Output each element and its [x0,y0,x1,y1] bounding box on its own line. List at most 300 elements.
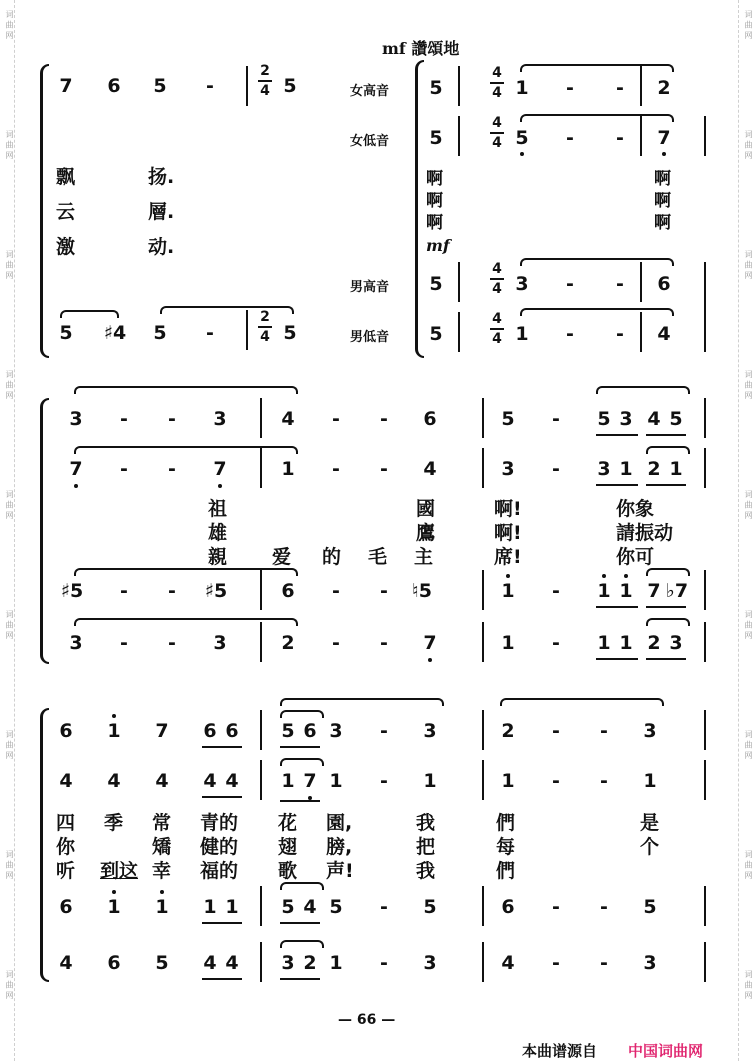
note: 5 [429,323,443,345]
note: 1 [107,720,121,742]
note: 1 [281,770,295,792]
part-label-soprano: 女高音 [350,84,390,99]
high-octave-dot [160,890,164,894]
note: 5 [423,896,437,918]
side-watermark: 词 曲 网 [5,850,14,880]
slur [74,568,298,576]
part-label-alto: 女低音 [350,134,390,149]
barline [482,760,484,800]
note: 5 [281,896,295,918]
note: 5 [643,896,657,918]
lyric: 青的 [200,812,239,834]
note: 4 [281,408,295,430]
note: 5 [597,408,611,430]
note: 2 [647,458,661,480]
note: - [600,952,608,974]
note: 2 [647,632,661,654]
note: 5 [329,896,343,918]
time-signature-divider [258,326,272,328]
barline [704,760,706,800]
note: - [120,458,128,480]
lyric: 膀, [326,836,353,858]
note: ♮5 [411,580,432,602]
barline [704,262,706,352]
note: - [566,323,574,345]
system-brace [40,708,49,982]
lyric: 花 [278,812,298,834]
lyric: 季 [104,812,124,834]
lyric: 动. [148,236,175,258]
barline [640,116,642,156]
barline [260,570,262,610]
note: 5 [281,720,295,742]
note: ♯5 [60,580,84,602]
note: 1 [597,632,611,654]
note: 5 [283,75,297,97]
system-brace [40,64,49,358]
lyric: 層. [148,201,175,223]
note: 3 [619,408,633,430]
note: - [600,720,608,742]
time-signature-top: 2 [260,309,270,325]
side-watermark: 词 曲 网 [744,490,753,520]
time-signature-bottom: 4 [492,281,502,297]
note: 5 [59,322,73,344]
note: 4 [203,952,217,974]
lyric: 我 [416,812,436,834]
eighth-underline [280,978,320,980]
note: 6 [59,896,73,918]
note: 3 [213,632,227,654]
note: 5 [501,408,515,430]
note: - [616,323,624,345]
eighth-underline [202,978,242,980]
low-octave-dot [74,484,78,488]
time-signature-divider [490,82,504,84]
slur [646,618,690,626]
slur [520,308,674,316]
right-watermark-strip [738,0,753,1061]
lyric: 矯 [152,836,172,858]
time-signature-bottom: 4 [260,83,270,99]
slur [280,882,324,890]
barline [482,448,484,488]
note: 2 [657,77,671,99]
note: 5 [283,322,297,344]
lyric: 鷹 [416,522,436,544]
side-watermark: 词 曲 网 [744,10,753,40]
note: - [120,632,128,654]
note: 7 [69,458,83,480]
barline [704,398,706,438]
note: - [168,632,176,654]
note: 3 [69,408,83,430]
note: 4 [657,323,671,345]
note: 3 [423,720,437,742]
side-watermark: 词 曲 网 [5,490,14,520]
lyric: 席! [494,546,522,568]
barline [458,66,460,106]
note: - [168,408,176,430]
note: 3 [69,632,83,654]
lyric: 四 [56,812,76,834]
high-octave-dot [112,890,116,894]
note: - [380,408,388,430]
note: 3 [423,952,437,974]
note: 1 [619,458,633,480]
part-label-bass: 男低音 [350,330,390,345]
eighth-underline [280,746,320,748]
note: 5 [153,322,167,344]
note: - [168,580,176,602]
note: 4 [107,770,121,792]
note: 1 [597,580,611,602]
note: - [552,632,560,654]
slur [160,306,294,314]
side-watermark: 词 曲 网 [744,850,753,880]
barline [260,886,262,926]
lyric: 親 [208,546,228,568]
barline [704,886,706,926]
slur [646,568,690,576]
note: ♯5 [204,580,228,602]
note: 3 [669,632,683,654]
note: 7 [155,720,169,742]
note: - [566,77,574,99]
barline [704,116,706,156]
lyric: 你 [56,836,76,858]
note: - [380,952,388,974]
tempo-marking: mf 讚頌地 [382,39,460,58]
note: - [380,458,388,480]
barline [482,622,484,662]
barline [482,570,484,610]
note: 6 [59,720,73,742]
lyric: 國 [416,498,436,520]
time-signature-divider [490,328,504,330]
note: 3 [213,408,227,430]
note: 6 [657,273,671,295]
lyric: 到这 [100,860,139,882]
time-signature-top: 4 [492,115,502,131]
lyric: 們 [496,860,516,882]
note: 4 [423,458,437,480]
lyric: 啊 [426,213,443,233]
system-brace [40,398,49,664]
lyric: 你可 [616,546,655,568]
note: 2 [501,720,515,742]
barline [458,116,460,156]
note: 5 [155,952,169,974]
time-signature-top: 4 [492,65,502,81]
slur [280,710,324,718]
barline [482,942,484,982]
lyric: 常 [152,812,172,834]
note: - [332,580,340,602]
low-octave-dot [428,658,432,662]
eighth-underline [596,484,638,486]
note: - [616,273,624,295]
barline [458,312,460,352]
lyric: 每 [496,836,516,858]
lyric: 的 [322,546,342,568]
note: 5 [515,127,529,149]
note: 6 [225,720,239,742]
side-watermark: 词 曲 网 [744,130,753,160]
note: - [332,632,340,654]
note: - [380,632,388,654]
note: - [380,770,388,792]
note: 1 [329,952,343,974]
note: 1 [281,458,295,480]
high-octave-dot [112,714,116,718]
note: - [552,896,560,918]
lyric: 健的 [200,836,239,858]
note: 1 [225,896,239,918]
lyric: 激 [56,236,76,258]
time-signature-top: 4 [492,311,502,327]
note: 4 [203,770,217,792]
note: - [206,75,214,97]
lyric: 園, [326,812,353,834]
note: 7 [59,75,73,97]
slur [280,758,324,766]
barline [260,710,262,750]
barline [704,942,706,982]
eighth-underline [646,434,686,436]
note: 3 [501,458,515,480]
lyric: 翅 [278,836,298,858]
note: 2 [303,952,317,974]
eighth-underline [646,658,686,660]
slur [520,114,674,122]
note: 4 [303,896,317,918]
note: 6 [281,580,295,602]
note: 1 [501,632,515,654]
note: - [566,127,574,149]
eighth-underline [596,434,638,436]
lyric: 爱 [272,546,292,568]
note: - [552,952,560,974]
lyric: 啊 [426,191,443,211]
side-watermark: 词 曲 网 [5,370,14,400]
note: 4 [225,952,239,974]
note: 3 [643,952,657,974]
barline [260,622,262,662]
eighth-underline [596,606,638,608]
note: 7 [213,458,227,480]
note: 6 [501,896,515,918]
note: - [552,580,560,602]
note: 3 [281,952,295,974]
lyric: 是 [640,812,660,834]
note: - [380,580,388,602]
side-watermark: 词 曲 网 [5,250,14,280]
lyric: 毛 [368,546,388,568]
note: 1 [423,770,437,792]
choir-brace [415,60,424,358]
note: 1 [329,770,343,792]
lyric: 啊! [494,498,522,520]
eighth-underline [202,796,242,798]
slur [60,310,119,318]
lyric: 啊! [494,522,522,544]
time-signature-bottom: 4 [492,135,502,151]
lyric: 雄 [208,522,228,544]
slur [74,446,298,454]
lyric: 把 [416,836,436,858]
barline [482,886,484,926]
note: 2 [281,632,295,654]
eighth-underline [646,606,686,608]
side-watermark: 词 曲 网 [744,370,753,400]
time-signature-top: 4 [492,261,502,277]
barline [704,570,706,610]
low-octave-dot [218,484,222,488]
barline [482,398,484,438]
eighth-underline [646,484,686,486]
note: 1 [501,580,515,602]
note: ♯4 [103,322,127,344]
barline [458,262,460,302]
note: 3 [643,720,657,742]
note: - [600,896,608,918]
side-watermark: 词 曲 网 [5,610,14,640]
lyric: 啊 [654,169,671,189]
barline [260,448,262,488]
footer-site-name: 中国词曲网 [628,1042,704,1060]
note: - [616,77,624,99]
lyric: 請振动 [616,522,674,544]
note: 5 [669,408,683,430]
slur [74,386,298,394]
note: 1 [619,580,633,602]
lyric: 歌 [278,860,298,882]
note: - [616,127,624,149]
note: 1 [643,770,657,792]
note: 4 [155,770,169,792]
note: 5 [429,77,443,99]
note: 4 [225,770,239,792]
note: 6 [107,75,121,97]
note: - [120,408,128,430]
note: - [380,720,388,742]
note: 1 [203,896,217,918]
lyric: 个 [640,836,660,858]
note: 7 [423,632,437,654]
note: 3 [597,458,611,480]
slur [596,386,690,394]
slur [280,698,444,706]
slur [280,940,324,948]
eighth-underline [280,922,320,924]
side-watermark: 词 曲 网 [5,130,14,160]
barline [704,448,706,488]
time-signature-top: 2 [260,63,270,79]
note: - [600,770,608,792]
note: 1 [155,896,169,918]
dynamic-marking: mf [426,236,450,255]
note: 5 [153,75,167,97]
barline [640,262,642,302]
side-watermark: 词 曲 网 [744,250,753,280]
slur [646,446,690,454]
note: 7 [657,127,671,149]
lyric: 們 [496,812,516,834]
barline [704,622,706,662]
lyric: 啊 [654,191,671,211]
lyric: 福的 [200,860,239,882]
lyric: 你象 [616,498,655,520]
side-watermark: 词 曲 网 [5,10,14,40]
note: - [332,458,340,480]
note: 4 [59,770,73,792]
note: - [206,322,214,344]
lyric: 听 [56,860,76,882]
note: 6 [107,952,121,974]
time-signature-divider [258,80,272,82]
note: 1 [107,896,121,918]
slur [520,258,674,266]
note: 6 [203,720,217,742]
note: 1 [501,770,515,792]
left-watermark-strip [0,0,15,1061]
note: - [552,458,560,480]
barline [260,398,262,438]
note: 5 [429,273,443,295]
time-signature-bottom: 4 [492,331,502,347]
note: - [552,408,560,430]
note: 1 [619,632,633,654]
barline [260,942,262,982]
eighth-underline [202,746,242,748]
note: 1 [515,323,529,345]
note: - [332,408,340,430]
lyric: 主 [414,546,434,568]
note: 5 [429,127,443,149]
barline [260,760,262,800]
note: - [552,720,560,742]
low-octave-dot [520,152,524,156]
lyric: 幸 [152,860,172,882]
time-signature-bottom: 4 [260,329,270,345]
lyric: 祖 [208,498,228,520]
side-watermark: 词 曲 网 [5,730,14,760]
barline [246,310,248,350]
time-signature-bottom: 4 [492,85,502,101]
barline [246,66,248,106]
barline [482,710,484,750]
note: - [168,458,176,480]
time-signature-divider [490,278,504,280]
note: 1 [515,77,529,99]
side-watermark: 词 曲 网 [744,970,753,1000]
slur [74,618,298,626]
part-label-tenor: 男高音 [350,280,390,295]
eighth-underline [596,658,638,660]
note: 3 [329,720,343,742]
note: 6 [423,408,437,430]
note: - [552,770,560,792]
lyric: 云 [56,201,76,223]
lyric: 啊 [654,213,671,233]
low-octave-dot [662,152,666,156]
eighth-underline [202,922,242,924]
lyric: 啊 [426,169,443,189]
note: 3 [515,273,529,295]
note: 6 [303,720,317,742]
time-signature-divider [490,132,504,134]
